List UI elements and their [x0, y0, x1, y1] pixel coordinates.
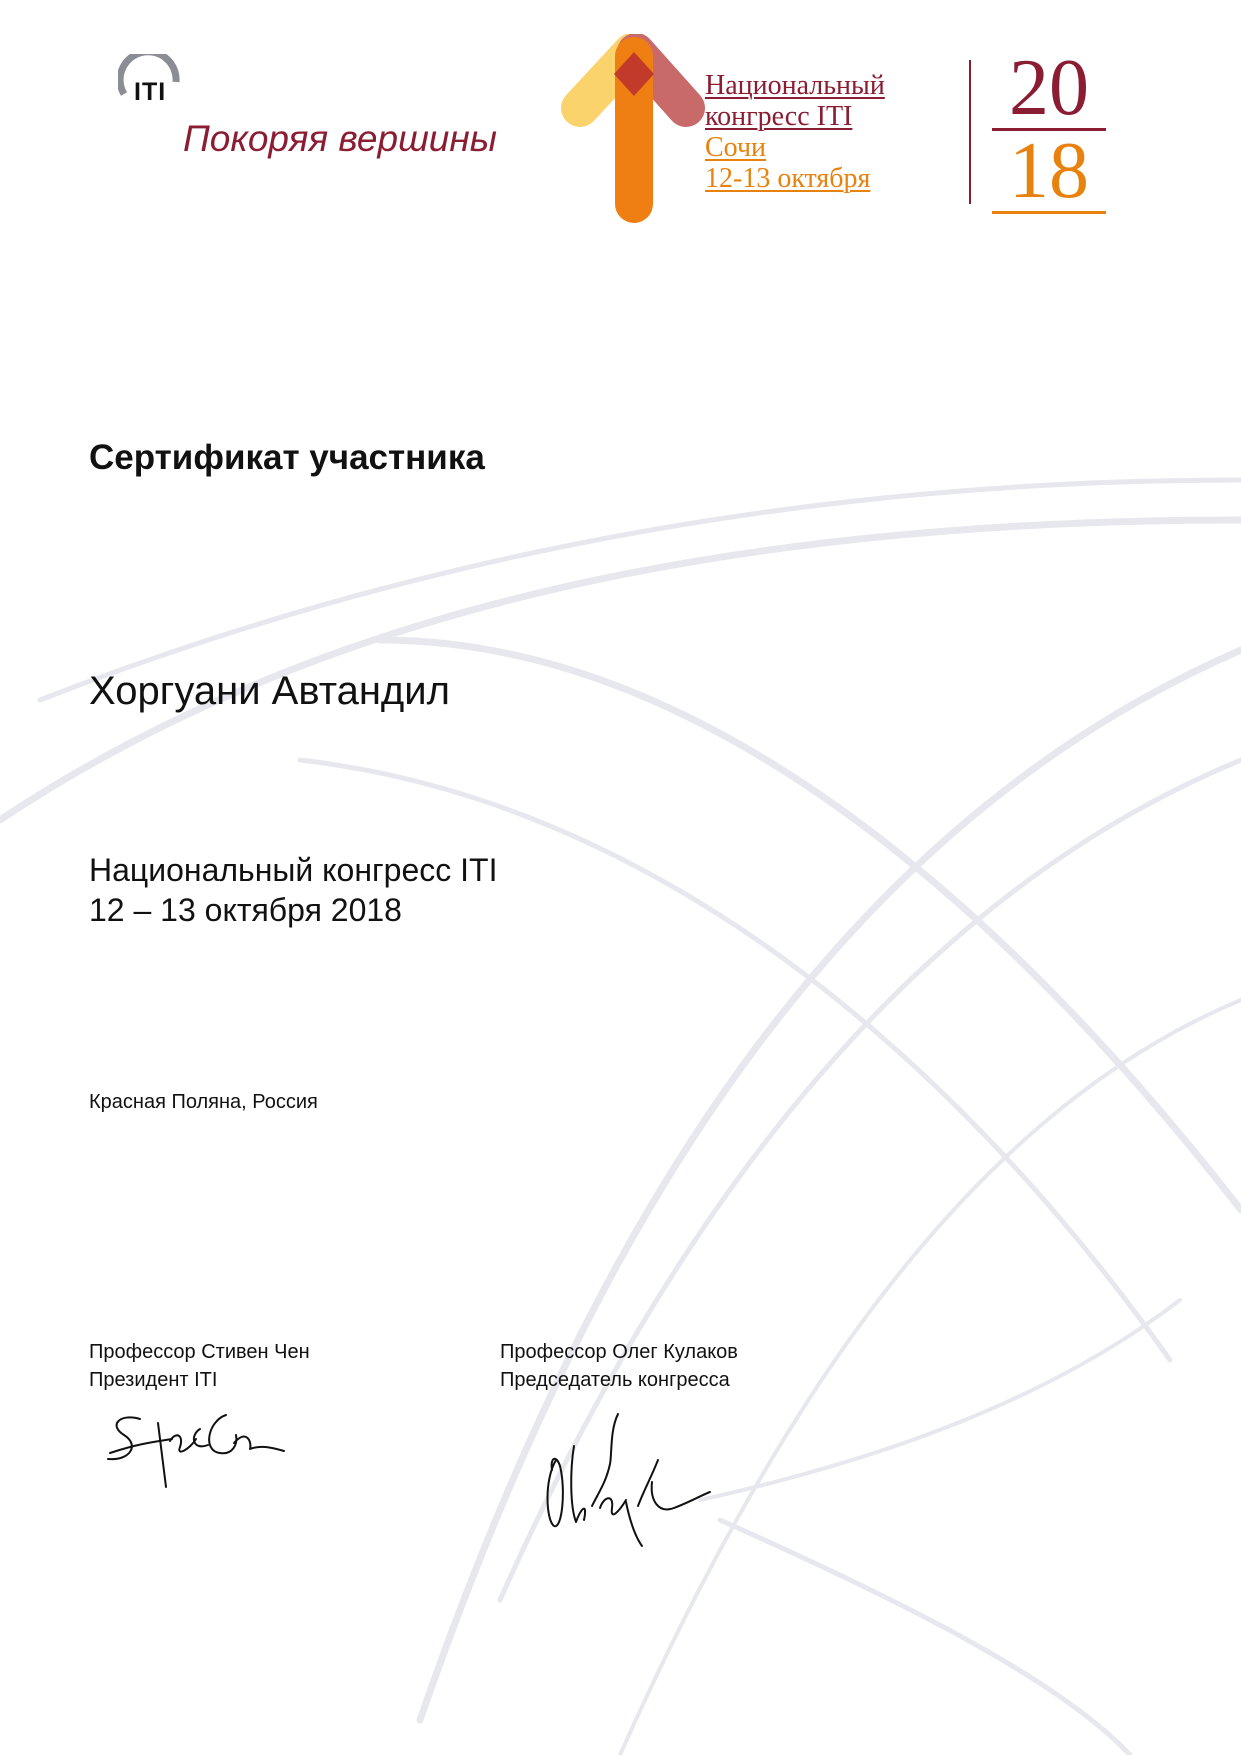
signatory-role: Президент ITI: [89, 1369, 218, 1391]
congress-line-iti: конгресс ITI: [705, 101, 853, 132]
signature-chairman: [540, 1410, 720, 1550]
slogan: Покоряя вершины: [183, 118, 497, 159]
event-dates: 12 – 13 октября 2018: [89, 892, 402, 928]
certificate-title: Сертификат участника: [89, 438, 485, 477]
congress-line-dates: 12-13 октября: [705, 163, 871, 194]
signatory-president: [89, 1338, 310, 1394]
congress-line-city: Сочи: [705, 132, 767, 163]
event-info: [89, 850, 497, 930]
congress-line-name: Национальный: [705, 70, 885, 101]
year-badge: [992, 44, 1106, 215]
year-bottom: 18: [992, 131, 1106, 214]
signatory-name: Профессор Олег Кулаков: [500, 1341, 738, 1363]
participant-name: Хоргуани Автандил: [89, 669, 450, 713]
signatory-name: Профессор Стивен Чен: [89, 1341, 310, 1363]
event-name: Национальный конгресс ITI: [89, 852, 498, 888]
signature-president: [100, 1405, 300, 1495]
year-top: 20: [992, 48, 1106, 131]
header-divider: [969, 60, 971, 204]
header-banner: [88, 34, 1150, 224]
event-location: Красная Поляна, Россия: [89, 1091, 318, 1113]
iti-logo-text: ITI: [134, 78, 167, 106]
signatory-role: Председатель конгресса: [500, 1369, 730, 1391]
congress-info: [705, 70, 885, 194]
up-arrow-icon: [558, 34, 708, 224]
signatory-chairman: [500, 1338, 738, 1394]
